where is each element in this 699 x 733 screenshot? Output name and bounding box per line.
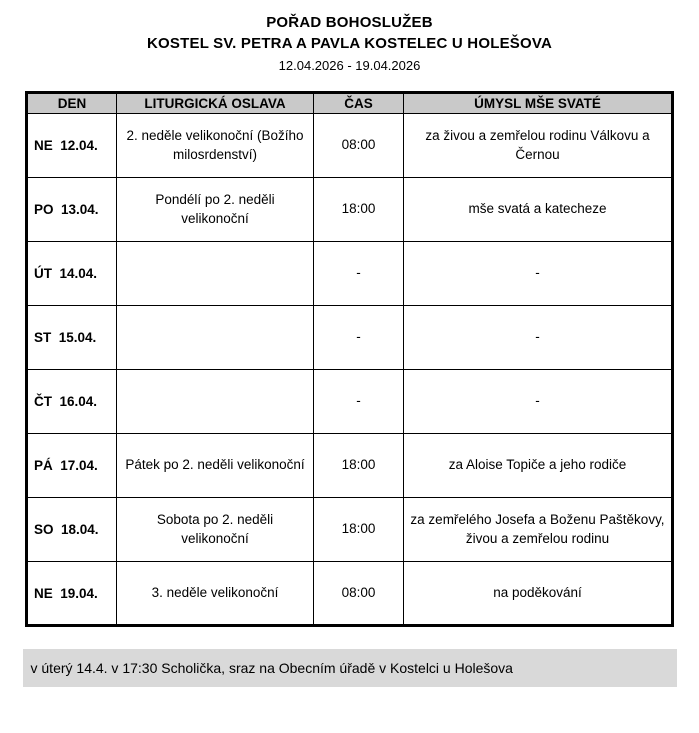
celebration-cell — [117, 306, 314, 370]
time-cell: 18:00 — [314, 498, 404, 562]
time-cell: 08:00 — [314, 562, 404, 626]
table-row — [27, 562, 673, 626]
day-cell: ÚT 14.04. — [27, 242, 117, 306]
page-title: POŘAD BOHOSLUŽEB — [266, 14, 433, 31]
table-row — [27, 434, 673, 498]
celebration-cell: Pátek po 2. neděli velikonoční — [117, 434, 314, 498]
celebration-cell — [117, 370, 314, 434]
time-cell: 08:00 — [314, 114, 404, 178]
time-cell: - — [314, 306, 404, 370]
table-row — [27, 242, 673, 306]
day-cell: PÁ 17.04. — [27, 434, 117, 498]
table-row — [27, 370, 673, 434]
intention-cell: za živou a zemřelou rodinu Válkovu a Černou — [404, 114, 673, 178]
column-header-den: DEN — [27, 93, 117, 114]
time-cell: - — [314, 242, 404, 306]
document-header — [0, 14, 699, 73]
time-cell: 18:00 — [314, 178, 404, 242]
day-cell: ČT 16.04. — [27, 370, 117, 434]
day-cell: ST 15.04. — [27, 306, 117, 370]
column-header-liturgicka-oslava: LITURGICKÁ OSLAVA — [117, 93, 314, 114]
intention-cell: - — [404, 242, 673, 306]
day-cell: PO 13.04. — [27, 178, 117, 242]
intention-cell: mše svatá a katecheze — [404, 178, 673, 242]
page-subtitle: KOSTEL SV. PETRA A PAVLA KOSTELEC U HOLEŠOVA — [147, 35, 552, 52]
column-header-umysl-mse-svate: ÚMYSL MŠE SVATÉ — [404, 93, 673, 114]
intention-cell: - — [404, 370, 673, 434]
footer-note: v úterý 14.4. v 17:30 Scholička, sraz na Obecním úřadě v Kostelci u Holešova — [23, 649, 677, 687]
column-header-cas: ČAS — [314, 93, 404, 114]
intention-cell: - — [404, 306, 673, 370]
day-cell: NE 12.04. — [27, 114, 117, 178]
intention-cell: na poděkování — [404, 562, 673, 626]
table-header-row — [27, 93, 673, 114]
table-row — [27, 114, 673, 178]
schedule-table — [25, 91, 674, 627]
table-row — [27, 178, 673, 242]
table-row — [27, 498, 673, 562]
celebration-cell: 3. neděle velikonoční — [117, 562, 314, 626]
intention-cell: za Aloise Topiče a jeho rodiče — [404, 434, 673, 498]
time-cell: 18:00 — [314, 434, 404, 498]
time-cell: - — [314, 370, 404, 434]
celebration-cell: Sobota po 2. neděli velikonoční — [117, 498, 314, 562]
intention-cell: za zemřelého Josefa a Boženu Paštěkovy, živou a zemřelou rodinu — [404, 498, 673, 562]
celebration-cell: 2. neděle velikonoční (Božího milosrdenství) — [117, 114, 314, 178]
day-cell: NE 19.04. — [27, 562, 117, 626]
celebration-cell — [117, 242, 314, 306]
celebration-cell: Pondélí po 2. neděli velikonoční — [117, 178, 314, 242]
day-cell: SO 18.04. — [27, 498, 117, 562]
table-row — [27, 306, 673, 370]
date-range: 12.04.2026 - 19.04.2026 — [278, 58, 421, 73]
